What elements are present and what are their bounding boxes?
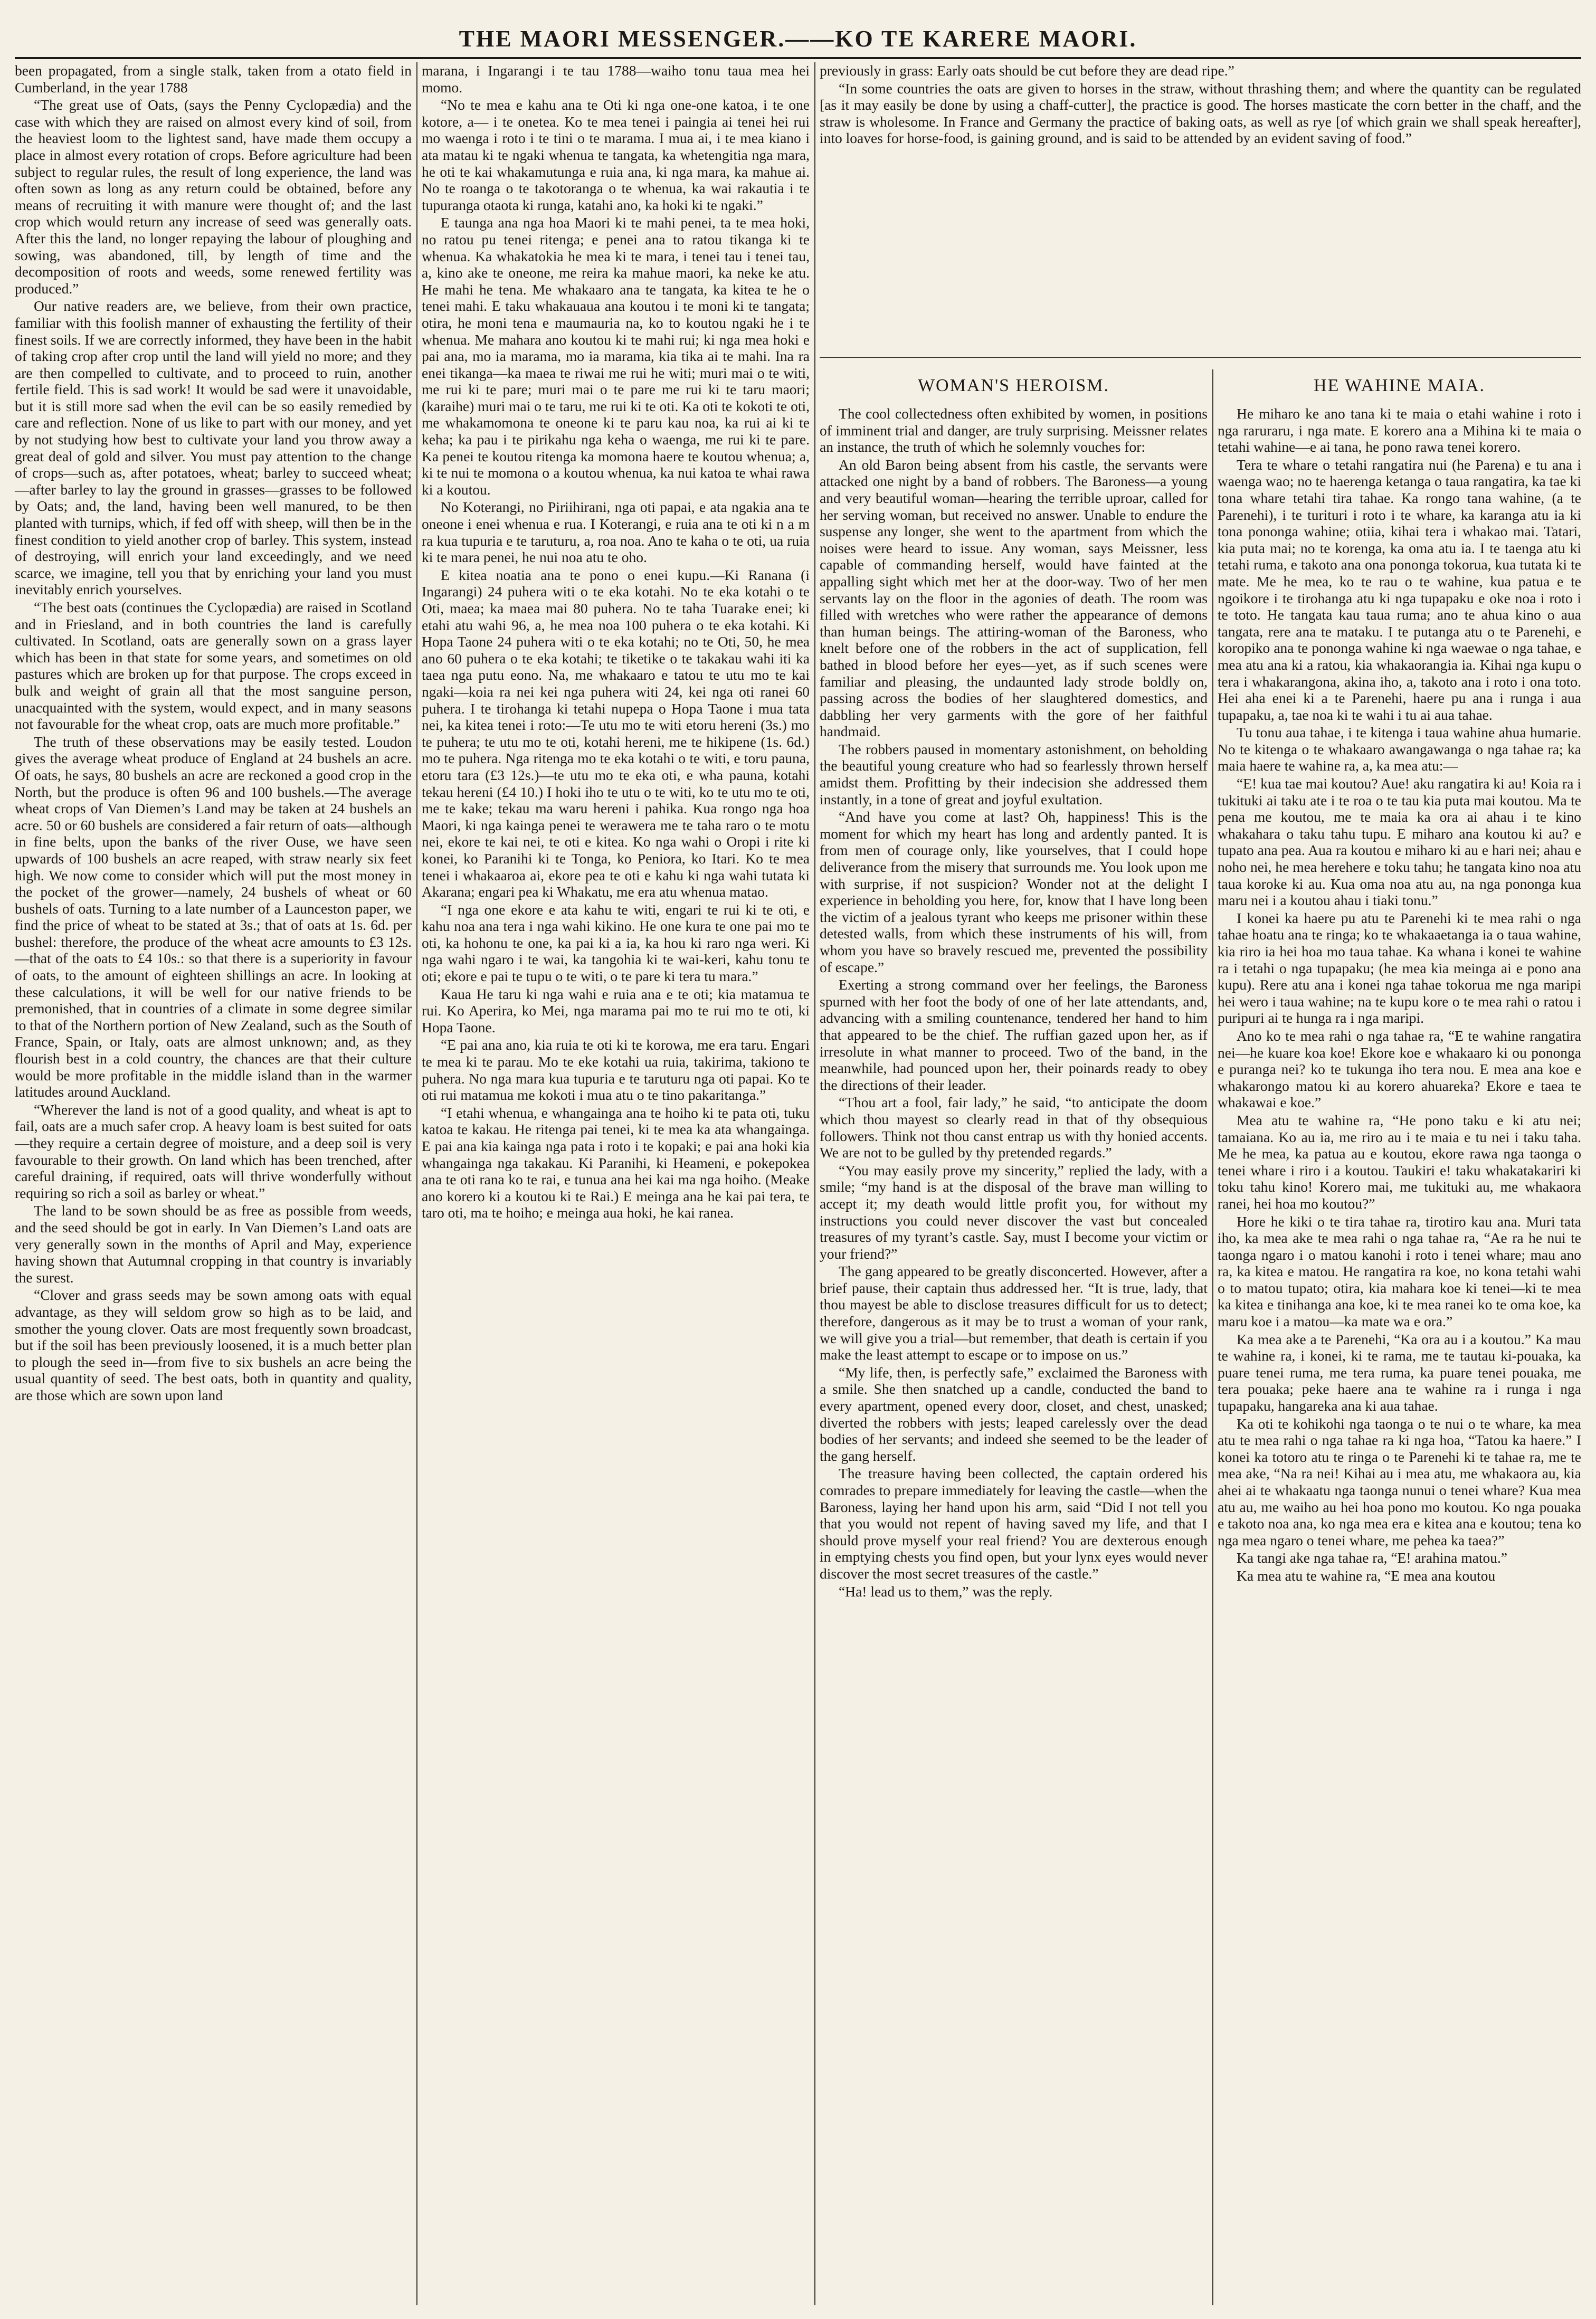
column-divider — [814, 62, 815, 2305]
column-divider — [1212, 369, 1213, 2305]
paragraph: “And have you come at last? Oh, happiness! This is the moment for which my heart has long and ardently panted. It is from men of courage only, like yourselves, that I could hope deliverance from the misery that surrounds me. You look upon me with surprise, if not suspicion? Wonder not at the delight I experience in beholding you here, for, know that I have long been the victim of a jealous tyrant who keeps me prisoner within these detested walls, from which these instruments of his will, from whom you have so bravely rescued me, prevented the possibility of escape.” — [820, 809, 1208, 975]
paragraph: Ka mea atu te wahine ra, “E mea ana koutou — [1237, 1567, 1496, 1584]
paragraph: Ka mea ake a te Parenehi, “Ka ora au i a koutou.” Ka mau te wahine ra, i konei, ki te rama, me te tautau ki-pouaka, ka puare tenei ruma, me tera ruma, ka puare tenei pouaka, me tera pouaka; peke haere ana te wahine ra i runga i nga tupapaku, hangareka ana ki aua tahae. — [1218, 1330, 1581, 1414]
column-3-top — [820, 62, 1581, 148]
paragraph: “E pai ana ano, kia ruia te oti ki te korowa, me era taru. Engari te mea ki te parau. Mo te eke kotahi ua ruia, takirima, takiono te puhera. No nga mara kua tupuria e te taruturu nga oti papai. Ko te oti rui matamua me kokoti i mua atu o te tino pakaritanga.” — [422, 1037, 810, 1104]
paragraph: Ka tangi ake nga tahae ra, “E! arahina matou.” — [1237, 1550, 1508, 1566]
paragraph: “Ha! lead us to them,” was the reply. — [839, 1583, 1053, 1600]
paragraph: E kitea noatia ana te pono o enei kupu.—Ki Ranana (i Ingarangi) 24 puhera witi o te eka kotahi. No te eka kotahi o te Oti, maea; ka maea mai 80 puhera. No te taha Tuarake enei; ki etahi atu wahi 96, a, he mea noa 100 puhera o te eka kotahi. Ki Hopa Taone 24 puhera witi o te eka kotahi; no te Oti, 50, he mea ano 60 puhera o te eka kotahi; te tiketike o te takakau wahi iti ka taea nga putu eono. Na, me whakaaro e tatou te utu mo te kai ngaki—koia ra nei kei nga puhera witi 24, kei nga oti ranei 60 puhera. I te tirohanga ki tetahi nupepa o Hopa Taone i mua tata nei, ka kitea tenei i roto:—Te utu mo te witi etoru hereni (3s.) mo te puhera; te utu mo te oti, kotahi hereni, me te hikipene (1s. 6d.) mo te puhera. Nga ritenga mo te eka kotahi o te witi, e toru pauna, etoru tara (£3 12s.)—te utu mo te eka oti, e wha pauna, kotahi tekau hereni (£4 10.) I hoki iho te utu o te witi, ko te utu mo te oti, me te kake; tekau ma waru hereni i pahika. Kua rongo nga hoa Maori, ki nga kainga penei te werawera me te taha raro o te motu nei, ekore te kai nei, te oti e kitea. Ko nga wahi o Oropi i rite ki konei, ko Paranihi ki te Tonga, ko Peniora, ko Itari. Ko te mea tenei i whakaaroa ai, ekore pea te oti e kahu ki nga wahi tutata ki Akarana; engari pea ki Whakatu, me era atu whenua matao. — [422, 566, 810, 900]
paragraph: No Koterangi, no Piriihirani, nga oti papai, e ata ngakia ana te oneone i enei whenua e rua. I Koterangi, e ruia ana te oti ki n a m ra kua tupuria e te taruturu, a, roa noa. Ano te kaha o te oti, ua ruia ki te mara penei, he nui noa atu te oho. — [422, 499, 810, 566]
paragraph: The land to be sown should be as free as possible from weeds, and the seed should be got in early. In Van Diemen’s Land oats are very generally sown in the months of April and May, experience having shown that Autumnal cropping in that country is invariably the surest. — [15, 1202, 412, 1286]
paragraph: Our native readers are, we believe, from their own practice, familiar with this foolish manner of exhausting the fertility of their finest soils. If we are correctly informed, they have been in the habit of taking crop after crop until the land will yield no more; and they are then compelled to cultivate, and to proceed to ruin, another fertile field. This is sad work! It would be sad were it unavoidable, but it is still more sad when the evil can be so easily remedied by care and reflection. None of us like to part with our money, and yet by not studying how best to cultivate your land you throw away a great deal of gold and silver. You must pay attention to the change of crops—such as, after potatoes, wheat; barley to succeed wheat;—after barley to lay the ground in grasses—grasses to be followed by Oats; and, the land, having been well manured, to be then planted with turnips, which, if fed off with sheep, will then be in the finest condition to yield another crop of barley. This system, instead of destroying, will enrich your land exceedingly, and we need scarce, we imagine, tell you that by enriching your land you must inevitably enrich yourselves. — [15, 298, 412, 598]
article-title-womans-heroism: WOMAN'S HEROISM. — [917, 376, 1110, 395]
paragraph: The truth of these observations may be easily tested. Loudon gives the average wheat produce of England at 24 bushels an acre. Of oats, he says, 80 bushels an acre are reckoned a good crop in the North, but the produce is often 96 and 100 bushels.—The average wheat crops of Van Diemen’s Land may be taken at 24 bushels an acre. 50 or 60 bushels are considered a fair return of oats—although in fine belts, upon the banks of the river Ouse, we have seen upwards of 100 bushels an acre reaped, with straw nearly six feet high. We now come to consider which will put the most money in the pocket of the grower—namely, 24 bushels of wheat or 60 bushels of oats. Turning to a late number of a Launceston paper, we find the price of wheat to be stated at 3s.; that of oats at 1s. 6d. per bushel: therefore, the produce of the wheat acre amounts to £3 12s.—that of the oats to £4 10s.: so that there is a superiority in favour of oats, to the amount of eighteen shillings an acre. In looking at these calculations, it will be well for our native friends to be premonished, that in countries of a climate in some degree similar to that of the Northern portion of New Zealand, such as the South of France, Spain, or Italy, oats are almost unknown; and, as they flourish best in a cold country, the chances are that their culture would be more profitable in the middle island than in the warmer latitudes around Auckland. — [15, 733, 412, 1100]
paragraph: He miharo ke ano tana ki te maia o etahi wahine i roto i nga raruraru, i nga mate. E korero ana a Mihina ki te maia o tetahi wahine—e ai tana, he pono rawa tenei korero. — [1218, 405, 1581, 455]
paragraph: Exerting a strong command over her feelings, the Baroness spurned with her foot the body of one of her late attendants, and, advancing with a smiling countenance, tendered her hand to him that appeared to be the chief. The ruffian gazed upon her, as if irresolute in what manner to proceed. Two of the band, in the meanwhile, had pounced upon her, their poinards ready to obey the directions of their leader. — [820, 976, 1208, 1093]
paragraph: “In some countries the oats are given to horses in the straw, without thrashing them; and where the quantity can be regulated [as it may easily be done by using a chaff-cutter], the practice is good. The horses masticate the corn better in the chaff, and the straw is wholesome. In France and Germany the practice of baking oats, as well as rye [of which grain we shall speak hereafter], into loaves for horse-food, is gaining ground, and is said to be attended by an evident saving of food.” — [820, 80, 1581, 147]
paragraph: “E! kua tae mai koutou? Aue! aku rangatira ki au! Koia ra i tukituki ai taku ate i te roa o te tau kia puta mai koutou. Ma te pena me koutou, me te maia ka ora ai ahau i te kino whakahara o taku tahu tupu. E miharo ana koutou ki au? e tupato ana pea. Aua ra koutou e miharo ki au e hari nei; ahau e noho nei, he mea herehere e toku tahu; he tangata kino noa atu taua koroke ki au. Kua oma noa atu au, na nga pononga kua maru nei i a koutou ahau i tiaki tonu.” — [1218, 775, 1581, 909]
paragraph: The cool collectedness often exhibited by women, in positions of imminent trial and danger, are truly surprising. Meissner relates an instance, the truth of which he solemnly vouches for: — [820, 405, 1208, 455]
paragraph: Tera te whare o tetahi rangatira nui (he Parena) e tu ana i waenga wao; no te haerenga ketanga o taua rangatira, ka tae ki tona whare tetahi tira tahae. Ka rongo tana wahine, (a te Parenehi), i te turituri i roto i te whare, ka karanga atu ia ki tona pononga wahine; otiia, kihai tera i whakao mai. Tatari, kia puta mai; no te korenga, ka oma atu ia. I te taenga atu ki tetahi ruma, e takoto ana ona pononga tokorua, kua tutata ki te mate. Me he mea, ko te rau o te wahine, kua patua e te ngoikore i te tirohanga atu ki nga tupapaku e oke noa i roto i te toto. He tangata kau taua ruma; ano te ahua kino o aua tangata, rere ana te mataku. I te putanga atu o te Parenehi, e koropiko ana te pononga wahine ki nga waewae o nga tahae, e mea atu ana ki a ratou, kia whakaorangia ia. Kihai nga kupu o tera i whakarangona, akina iho, a, takoto ana i roto i ona toto. Hei aha enei ki a te Parenehi, haere pu ana i runga i aua tupapaku, a, tae noa ki te wahi i tu ai aua tahae. — [1218, 456, 1581, 723]
paragraph: “I etahi whenua, e whangainga ana te hoiho ki te pata oti, tuku katoa te kakau. He ritenga pai tenei, ki te mea ka ata whangainga. E pai ana kia kainga nga pata i roto i te kopaki; e pai ana hoki kia whangainga nga takakau. Ki Paranihi, ki Heameni, e pokepokea ana te oti rana ko te rai, e tunua ana hei kai ma nga hoiho. (Meake ano korero ki a koutou ki te Rai.) E meinga ana he kai pai tera, te taro oti, ma te hoiho; e meinga aua hoki, he kai ranea. — [422, 1104, 810, 1221]
paragraph: Kaua He taru ki nga wahi e ruia ana e te oti; kia matamua te rui. Ko Aperira, ko Mei, nga marama pai mo te rui mo te oti, ki Hopa Taone. — [422, 985, 810, 1035]
paragraph: An old Baron being absent from his castle, the servants were attacked one night by a band of robbers. The Baroness—a young and very beautiful woman—hearing the terrible uproar, called for her serving woman, but received no answer. Unable to endure the suspense any longer, she went to the apartment from which the noises were heard to issue. Any woman, says Meissner, less capable of commanding herself, would have fainted at the appalling sight which met her at the door-way. Two of her men servants lay on the floor in the agonies of death. The room was filled with wretches who were rather the appearance of demons than human beings. The attiring-woman of the Baroness, who knelt before one of the robbers in the act of supplication, fell bathed in blood before her eyes—yet, as if such scenes were familiar and pleasing, the undaunted lady strode boldly on, passing across the bodies of her slaughtered domestics, and dabbling her very garments with the gore of her faithful handmaid. — [820, 456, 1208, 740]
paragraph: “Thou art a fool, fair lady,” he said, “to anticipate the doom which thou mayest so clearly read in that of thy obsequious followers. Think not thou canst entrap us with thy honied accents. We are not to be gulled by thy pretended regards.” — [820, 1094, 1208, 1161]
paragraph: “You may easily prove my sincerity,” replied the lady, with a smile; “my hand is at the disposal of the brave man willing to accept it; my death would little profit you, for without my instructions you could never discover the vast but concealed treasures of my tyrant’s castle. Say, must I become your victim or your friend?” — [820, 1162, 1208, 1262]
paragraph: previously in grass: Early oats should be cut before they are dead ripe.” — [820, 62, 1234, 79]
paragraph: “The great use of Oats, (says the Penny Cyclopædia) and the case with which they are raised on almost every kind of soil, from the heaviest loom to the lightest sand, have made them occupy a place in almost every rotation of crops. Before agriculture had been subject to regular rules, the result of long experience, the land was often sown as long as any return could be obtained, before any means of recruiting it with manure were thought of; and the last crop which would return any increase of seed was generally oats. After this the land, no longer repaying the labour of ploughing and sowing, was abandoned, till, by length of time and the decomposition of roots and weeds, some renewed fertility was produced.” — [15, 97, 412, 297]
paragraph: “I nga one ekore e ata kahu te witi, engari te rui ki te oti, e kahu noa ana tera i nga wahi kikino. He one kura te one pai mo te oti, ka hohonu te one, ka pai ki a ia, ka hou ki raro nga weri. Ki nga wahi ngaro i te wai, ka tangohia ki te wai-keri, kahu tonu te oti; ekore e pai te tupu o te witi, o te pare ki tera tu mara.” — [422, 901, 810, 985]
column-divider — [416, 62, 417, 2305]
paragraph: The treasure having been collected, the captain ordered his comrades to prepare immediately for leaving the castle—when the Baroness, laying her hand upon his arm, said “Did I not tell you that you would not repent of having saved my life, and that I should prove myself your real friend? You are dexterous enough in emptying chests you find open, but your lynx eyes would never discover the most secret treasures of the castle.” — [820, 1465, 1208, 1582]
paragraph: The robbers paused in momentary astonishment, on beholding the beautiful young creature who had so fearlessly thrown herself amidst them. Profitting by their indecision she addressed them instantly, in a tone of great and joyful exultation. — [820, 740, 1208, 807]
paragraph: Mea atu te wahine ra, “He pono taku e ki atu nei; tamaiana. Ko au ia, me riro au i te maia e tu nei i taku taha. Me he mea, ka patua au e koutou, ekore rawa nga taonga o tenei whare i riro i a koutou. Taukiri e! taku whakatakariri ki toku tahu kino! Korero mai, me tukituki au, me whakaora ranei, hei hoa mo koutou?” — [1218, 1111, 1581, 1212]
article-title-he-wahine-maia: HE WAHINE MAIA. — [1314, 376, 1485, 395]
paragraph: “The best oats (continues the Cyclopædia) are raised in Scotland and in Friesland, and in both countries the land is carefully cultivated. In Scotland, oats are generally sown on a grass layer which has been in that state for some years, and sometimes on old pastures which are broken up for that purpose. The crops exceed in bulk and weight of grain all that the most sanguine person, unacquainted with the system, would expect, and in many seasons not favourable for the wheat crop, oats are much more profitable.” — [15, 599, 412, 733]
paragraph: “Clover and grass seeds may be sown among oats with equal advantage, as they will seldom grow so high as to be laid, and smother the young clover. Oats are most frequently sown broadcast, but if the soil has been previously loosened, it is a much better plan to plough the seed in—from five to six bushels an acre being the usual quantity of seed. The best oats, both in quantity and quality, are those which are sown upon land — [15, 1287, 412, 1403]
paragraph: Hore he kiki o te tira tahae ra, tirotiro kau ana. Muri tata iho, ka mea ake te mea rahi o nga tahae ra, “Ae ra he nui te taonga ngaro i o matou kanohi i roto i tenei whare; mau ano ra, ka kitea e matou. He rangatira ra koe, no kona tetahi wahi o to matou tupato; otira, kia mahara koe ki tenei—ki te mea ka kitea e tinihanga ana koe, ki te mea ranei ko te oma koe, ka maru koe i a matou—ka mate wa e ora.” — [1218, 1213, 1581, 1330]
paragraph: Ka oti te kohikohi nga taonga o te nui o te whare, ka mea atu te mea rahi o nga tahae ra ki nga hoa, “Tatou ka haere.” I konei ka totoro atu te ringa o te Parenehi ki te tahae ra, me te mea ake, “Na ra nei! Kihai au i mea atu, me whakaora au, kia ahei ai te whakaatu nga taonga nunui o tenei whare? Kua mea atu au, me waiho au hei hoa pono mo koutou. Ko nga pouaka e takoto noa ana, ko nga mea era e kitea ana e koutou; tena ko nga mea ngaro o tenei whare, me pehea ka taea?” — [1218, 1415, 1581, 1548]
paragraph: been propagated, from a single stalk, taken from a otato field in Cumberland, in the year 1788 — [15, 62, 412, 96]
paragraph: marana, i Ingarangi i te tau 1788—waiho tonu taua mea hei momo. — [422, 62, 810, 96]
column-1 — [15, 62, 412, 1405]
paragraph: E taunga ana nga hoa Maori ki te mahi penei, ta te mea hoki, no ratou pu tenei ritenga; e penei ana to ratou tikanga ki te whenua. Ka whakatokia he mea ki te mara, i tenei tau i tenei tau, a, kino ake te oneone, me reira ka mahue maori, ka neke ke atu. He mahi he tena. Me whakaaro ana te tangata, ka kitea te he o tenei mahi. E taku whakauaua ana koutou i te moni ki te tangata; otira, he moni tena e maumauria na, ko to koutou ngaki he i te whenua. Me mahara ano koutou ki te mahi rui; ki nga mea hoki e pai ana, mo ia marama, mo ia marama, kia tika ai te mahi. Ina ra enei tikanga—ka maea te riwai me rui he witi; muri mai o te witi, me rui ki te pare; muri mai o te pare me rui ki te taru maori; (karaihe) muri mai o te taru, me rui ki te oti. Ka oti te kokoti te oti, me whakamomona te oneone ki te paru kau noa, ka rui ai ki te keha; ka pau i te pirikahu nga keha o waenga, me rui ki te pare. Ka penei te koutou ritenga ka momona haere te koutou whenua; a, ki te nui te momona o a koutou whenua, ka nui katoa te whai rawa ki a koutou. — [422, 214, 810, 498]
paragraph: The gang appeared to be greatly disconcerted. However, after a brief pause, their captain thus addressed her. “It is true, lady, that thou mayest be able to disclose treasures difficult for us to detect; therefore, dangerous as it may be to trust a woman of your rank, we will give you a trial—but remember, that death is certain if you make the least attempt to escape or to impose on us.” — [820, 1263, 1208, 1363]
paragraph: “Wherever the land is not of a good quality, and wheat is apt to fail, oats are a much safer crop. A heavy loam is best suited for oats—they require a certain degree of moisture, and a deep soil is very favourable to their growth. On land which has been trenched, after careful draining, if required, oats will thrive wonderfully without requiring so rich a soil as barley or wheat.” — [15, 1101, 412, 1201]
masthead: THE MAORI MESSENGER.——KO TE KARERE MAORI. — [459, 26, 1137, 52]
paragraph: I konei ka haere pu atu te Parenehi ki te mea rahi o nga tahae hoatu ana te ringa; ko te whakaaetanga ia o taua wahine, kia riro ia hei hoa mo taua tahae. Ka whana i konei te wahine ra i tetahi o nga tupapaku; (he mea kia meinga ai e pono ana kupu). Rere atu ana i konei nga tahae tokorua me nga maripi hei wero i taua wahine; na te kupu kore o te mea rahi o ratou i puripuri ai te hunga ra i nga maripi. — [1218, 909, 1581, 1027]
paragraph: “My life, then, is perfectly safe,” exclaimed the Baroness with a smile. She then snatched up a candle, conducted the band to every apartment, opened every door, closet, and chest, unasked; diverted the robbers with jests; leaped carelessly over the dead bodies of her servants; and indeed she seemed to be the leader of the gang herself. — [820, 1364, 1208, 1464]
header-rule — [15, 57, 1581, 59]
paragraph: Tu tonu aua tahae, i te kitenga i taua wahine ahua humarie. No te kitenga o te whakaaro awangawanga o nga tahae ra; ka maia haere te wahine ra, a, ka mea atu:— — [1218, 724, 1581, 774]
column-4 — [1218, 405, 1581, 1585]
paragraph: Ano ko te mea rahi o nga tahae ra, “E te wahine rangatira nei—he kuare koa koe! Ekore koe e whakaaro ki ou pononga e puranga nei? ko te tukunga iho tera nou. E mea ana koe e whakarongo matou ki au korero ahuareka? Ekore e taea te whakawai e koe.” — [1218, 1027, 1581, 1111]
column-2 — [422, 62, 810, 1222]
column-3 — [820, 405, 1208, 1601]
paragraph: “No te mea e kahu ana te Oti ki nga one-one katoa, i te one kotore, a— i te onetea. Ko te mea tenei i paingia ai tenei hei rui mo waenga i roto i te tini o te marama. I mua ai, i te mea kiano i ata matau ki te ngaki whenua te tangata, ka whetengitia nga mara, he oti te kai whakamutunga e ruia ana, ki nga mara, ka mahue ai. No te roanga o te takotoranga o te whenua, ka wai rakautia i te tupuranga otaota ki runga, katahi ano, ka hoki ki te ngaki.” — [422, 97, 810, 213]
section-rule — [820, 357, 1581, 358]
